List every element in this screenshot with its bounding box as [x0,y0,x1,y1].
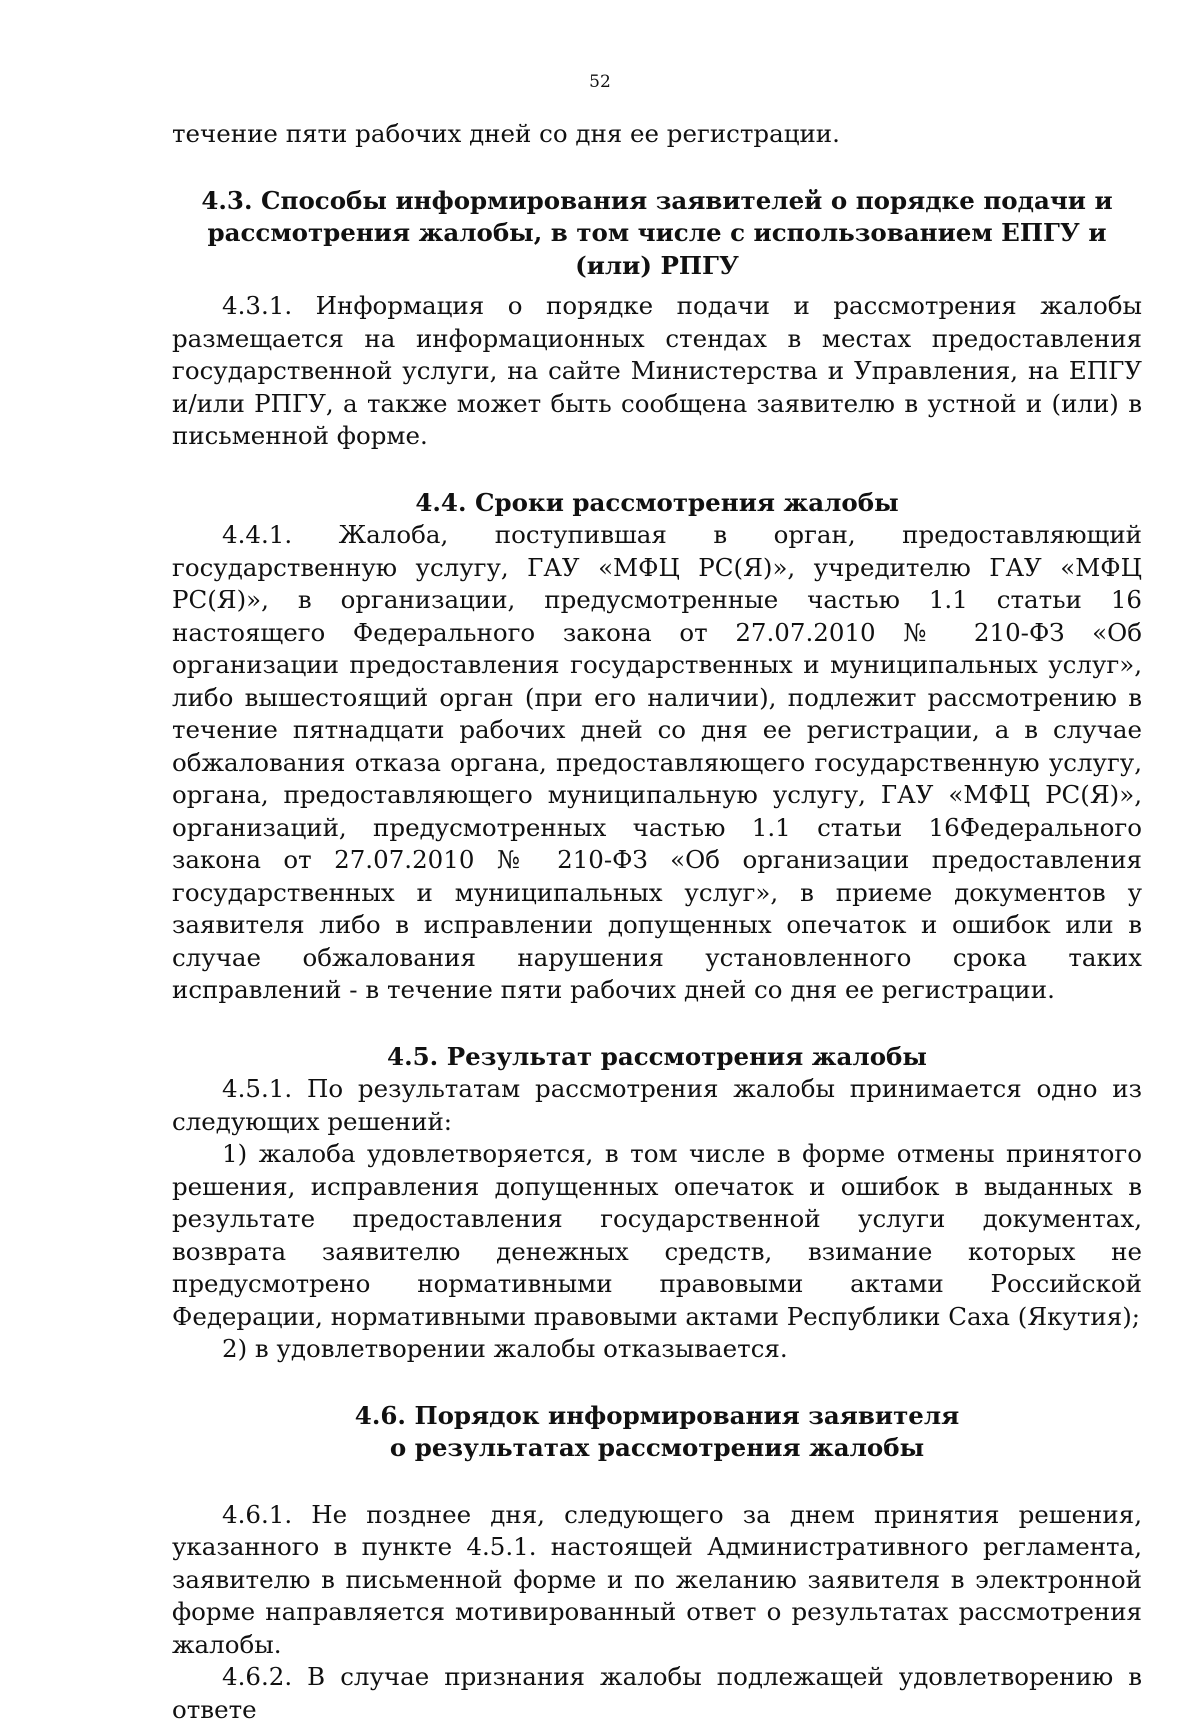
page-number: 52 [589,72,611,92]
paragraph-4-4-1: 4.4.1. Жалоба, поступившая в орган, предоставляющий государственную услугу, ГАУ «МФЦ РС(Я)», учредителю ГАУ «МФЦ РС(Я)», в организации, предусмотренные частью 1.1 статьи 16 настоящего Федерального закона от 27.07.2010 № 210-ФЗ «Об организации предоставления государственных и муниципальных услуг», либо вышестоящий орган (при его наличии), подлежит рассмотрению в течение пятнадцати рабочих дней со дня ее регистрации, а в случае обжалования отказа органа, предоставляющего государственную услугу, органа, предоставляющего муниципальную услугу, ГАУ «МФЦ РС(Я)», организаций, предусмотренных частью 1.1 статьи 16Федерального закона от 27.07.2010 № 210-ФЗ «Об организации предоставления государственных и муниципальных услуг», в приеме документов у заявителя либо в исправлении допущенных опечаток и ошибок или в случае обжалования нарушения установленного срока таких исправлений - в течение пяти рабочих дней со дня ее регистрации. [172,520,1142,1004]
paragraph-4-5-1-item-2: 2) в удовлетворении жалобы отказывается. [222,1334,788,1363]
paragraph-4-3-1: 4.3.1. Информация о порядке подачи и рассмотрения жалобы размещается на информационных стендах в местах предоставления государственной услуги, на сайте Министерства и Управления, на ЕПГУ и/или РПГУ, а также может быть сообщена заявителю в устной и (или) в письменной форме. [172,291,1142,450]
paragraph-4-6-2: 4.6.2. В случае признания жалобы подлежащей удовлетворению в ответе [172,1662,1142,1724]
paragraph-4-5-1-item-1: 1) жалоба удовлетворяется, в том числе в форме отмены принятого решения, исправления допущенных опечаток и ошибок в выданных в результате предоставления государственной услуги документах, возврата заявителю денежных средств, взимание которых не предусмотрено нормативными правовыми актами Российской Федерации, нормативными правовыми актами Республики Саха (Якутия); [172,1139,1142,1331]
section-4-3-title-line-1: 4.3. Способы информирования заявителей о порядке подачи и [201,185,1113,215]
section-4-3-title-line-2: рассмотрения жалобы, в том числе с использованием ЕПГУ и (или) РПГУ [207,218,1107,280]
section-4-6-title-line-1: 4.6. Порядок информирования заявителя [354,1400,960,1430]
paragraph-intro-tail: течение пяти рабочих дней со дня ее регистрации. [172,119,840,148]
section-4-5-title: 4.5. Результат рассмотрения жалобы [387,1041,927,1071]
section-4-6-title-line-2: о результатах рассмотрения жалобы [389,1433,925,1462]
section-4-4-title: 4.4. Сроки рассмотрения жалобы [415,487,899,517]
paragraph-4-6-1: 4.6.1. Не позднее дня, следующего за днем принятия решения, указанного в пункте 4.5.1. настоящей Административного регламента, заявителю в письменной форме и по желанию заявителя в электронной форме направляется мотивированный ответ о результатах рассмотрения жалобы. [172,1499,1142,1659]
paragraph-4-5-1: 4.5.1. По результатам рассмотрения жалобы принимается одно из следующих решений: [172,1074,1142,1136]
document-body [172,118,1142,1726]
